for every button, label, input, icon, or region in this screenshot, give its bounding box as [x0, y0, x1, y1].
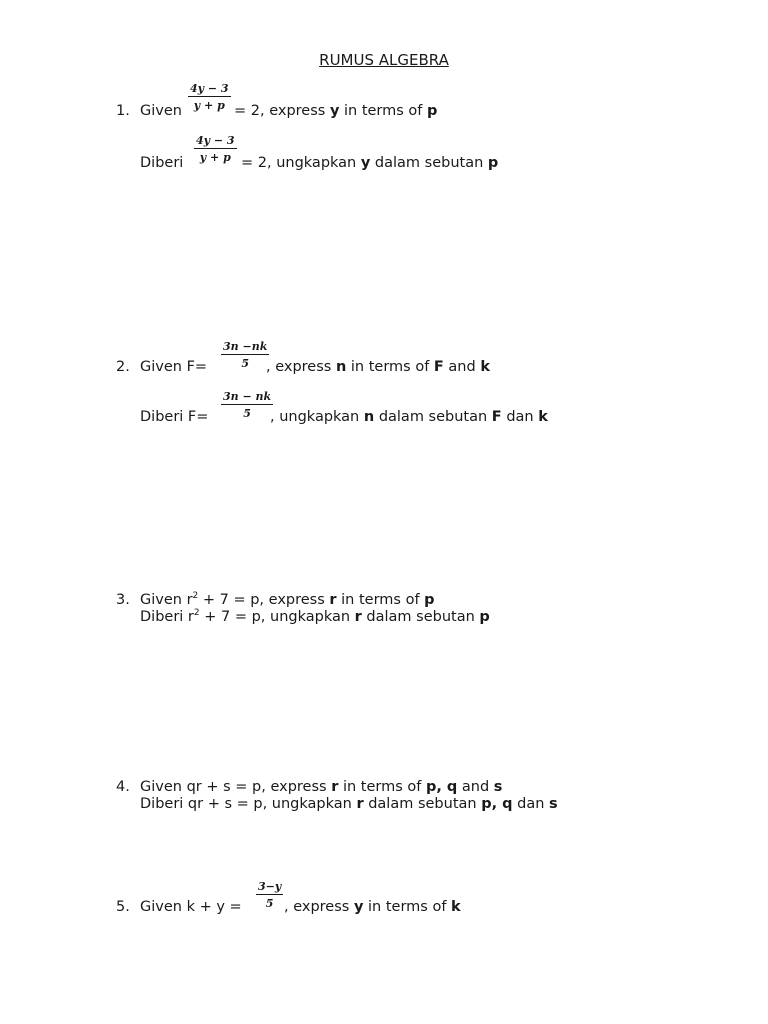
fraction-denominator: 5: [265, 897, 274, 910]
fraction-bar: [221, 354, 269, 355]
question-text: = 2, express y in terms of p: [234, 103, 438, 119]
fraction-numerator: 3−y: [258, 880, 282, 893]
question-text: Given qr + s = p, express r in terms of p, q and s: [140, 779, 503, 795]
fraction: [256, 880, 283, 910]
question-text-ms: Diberi $r^2 + 7 = p$, ungkapkan r dalam sebutan p: [140, 608, 490, 625]
fraction-denominator: 5: [241, 357, 249, 370]
question-text-ms: Diberi qr + s = p, ungkapkan r dalam sebutan p, q dan s: [140, 796, 558, 812]
question-prefix: Given k + y =: [140, 899, 242, 915]
fraction: [221, 390, 273, 420]
question-number: 3.: [116, 592, 130, 608]
question-number: 2.: [116, 359, 130, 375]
question-text-ms: , ungkapkan n dalam sebutan F dan k: [270, 409, 548, 425]
fraction-denominator: y + p: [193, 99, 225, 112]
fraction-bar: [221, 404, 273, 405]
question-number: 1.: [116, 103, 130, 119]
fraction: [194, 134, 237, 164]
question-text-ms: = 2, ungkapkan y dalam sebutan p: [241, 155, 499, 171]
question-text: , express y in terms of k: [284, 899, 461, 915]
question-number: 4.: [116, 779, 130, 795]
question-number: 5.: [116, 899, 130, 915]
question-prefix-ms: Diberi: [140, 155, 184, 171]
fraction-numerator: 4y − 3: [196, 134, 235, 147]
fraction-bar: [256, 894, 283, 895]
question-prefix: Given F=: [140, 359, 208, 375]
page-title: RUMUS ALGEBRA: [319, 51, 449, 69]
question-prefix-ms: Diberi F=: [140, 409, 209, 425]
fraction-numerator: 3n −nk: [223, 340, 268, 353]
fraction-bar: [188, 96, 231, 97]
fraction-bar: [194, 148, 237, 149]
question-text: , express n in terms of F and k: [266, 359, 490, 375]
question-text: Given $r^2 + 7 = p$, express r in terms of p: [140, 591, 435, 608]
fraction-denominator: 5: [243, 407, 251, 420]
fraction-numerator: 3n − nk: [223, 390, 272, 403]
question-prefix: Given: [140, 103, 182, 119]
fraction: [188, 82, 231, 112]
fraction-numerator: 4y − 3: [190, 82, 229, 95]
fraction-denominator: y + p: [199, 151, 231, 164]
fraction: [221, 340, 269, 370]
